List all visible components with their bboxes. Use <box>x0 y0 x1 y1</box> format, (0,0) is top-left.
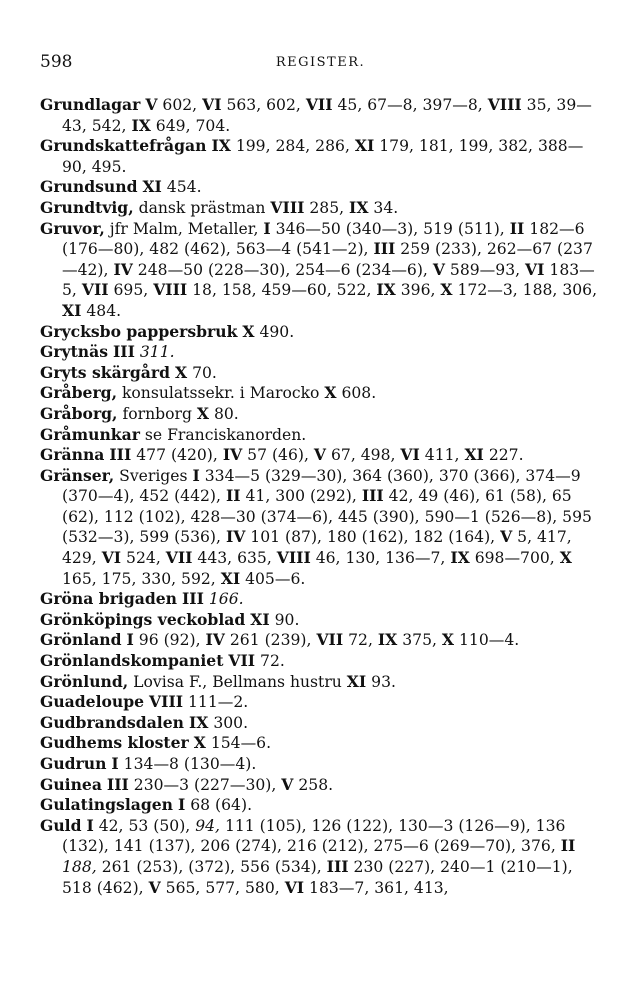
entry-text: 695, <box>108 281 154 300</box>
entry-text: 375, <box>397 631 442 650</box>
entry-term: Gråborg, <box>40 403 118 423</box>
entry-text: 111—2. <box>183 693 249 712</box>
index-entry <box>40 733 600 754</box>
entry-term: Grundtvig, <box>40 197 134 217</box>
entry-text: 41, 300 (292), <box>240 487 362 506</box>
volume-numeral: IX <box>188 712 209 732</box>
entry-term: Gudrun <box>40 754 107 773</box>
volume-numeral: VIII <box>153 280 188 300</box>
entry-text: 183—5, <box>62 260 595 300</box>
entry-term: Grycksbo pappersbruk <box>40 321 238 341</box>
volume-numeral: IX <box>450 548 470 568</box>
volume-numeral: VI <box>525 259 545 279</box>
entry-term: Gråmunkar <box>40 424 140 444</box>
entry-text: 230 (227), 240—1 (210—1), 518 (462), <box>62 857 578 897</box>
entry-term: Grundsund <box>40 177 138 197</box>
entry-text: 490. <box>254 322 295 341</box>
entry-text: 261 (253), (372), 556 (534), <box>96 857 327 876</box>
entry-term: Gråberg, <box>40 383 118 403</box>
entry-text: 34. <box>368 198 399 217</box>
volume-numeral: VIII <box>276 548 311 568</box>
entry-text: 42, 53 (50), <box>93 816 196 835</box>
entry-text: 68 (64). <box>185 796 253 815</box>
entry-text: Sveriges <box>114 466 193 485</box>
entry-text: 261 (239), <box>224 631 317 650</box>
entry-text: 443, 635, <box>192 549 277 568</box>
entry-text: 90. <box>269 610 300 629</box>
entry-term: Grönköpings veckoblad <box>40 609 246 629</box>
volume-numeral: X <box>196 403 209 423</box>
entry-term: Gudbrandsdalen <box>40 712 184 732</box>
entry-text: 259 (233), 262—67 (237—42), <box>62 240 593 279</box>
volume-numeral: IV <box>205 630 225 650</box>
entry-text: 18, 158, 459—60, 522, <box>187 281 377 300</box>
volume-numeral: I <box>111 754 119 773</box>
index-entry <box>40 445 600 466</box>
volume-numeral: I <box>192 465 200 485</box>
entry-text: 72, <box>343 631 378 650</box>
index-entry <box>40 198 600 219</box>
entry-text: 334—5 (329—30), 364 (360), 370 (366), 374—9 (370—4), 452 (442), <box>62 466 586 506</box>
volume-numeral: X <box>175 362 188 382</box>
index-entry <box>40 672 600 693</box>
entry-term: Gränna <box>40 445 105 465</box>
entry-text: 165, 175, 330, 592, <box>62 549 577 588</box>
entry-text: 484. <box>81 301 122 320</box>
volume-numeral: VII <box>81 280 109 300</box>
volume-numeral: III <box>361 486 384 506</box>
index-entry <box>40 136 600 177</box>
index-entry <box>40 383 600 404</box>
entry-term: Gryts skärgård <box>40 362 171 382</box>
index-entry <box>40 342 600 363</box>
page-number: 598 <box>40 52 73 72</box>
volume-numeral: I <box>126 630 134 650</box>
entry-term: Gruvor, <box>40 218 105 238</box>
running-title: REGISTER. <box>275 55 366 70</box>
entry-text: 45, 67—8, 397—8, <box>332 96 488 114</box>
volume-numeral: VII <box>165 548 193 568</box>
volume-numeral: II <box>225 486 241 506</box>
entry-text <box>575 837 580 855</box>
volume-numeral: II <box>560 836 576 856</box>
volume-numeral: III <box>182 589 204 609</box>
volume-numeral: VIII <box>487 95 522 114</box>
volume-numeral: VII <box>228 651 256 671</box>
entry-term: Grundskattefrågan <box>40 136 207 156</box>
volume-numeral: IX <box>377 630 398 650</box>
entry-text: 46, 130, 136—7, <box>310 549 451 568</box>
index-entry <box>40 692 600 713</box>
index-entry <box>40 795 600 816</box>
index-entry <box>40 425 600 446</box>
volume-numeral: X <box>242 321 255 341</box>
volume-numeral: VII <box>316 630 344 650</box>
entry-text: 154—6. <box>205 734 272 753</box>
volume-numeral: X <box>559 548 572 568</box>
volume-numeral: II <box>509 218 525 238</box>
entry-text: 227. <box>483 446 524 465</box>
entry-text: Lovisa F., Bellmans hustru <box>128 672 347 691</box>
entry-term: Grundlagar <box>40 95 141 114</box>
entry-text: 285, <box>304 198 350 217</box>
entry-term: Gränser, <box>40 465 115 485</box>
entry-term: Guadeloupe <box>40 692 145 712</box>
index-entry <box>40 363 600 384</box>
entry-text: 563, 602, <box>221 96 306 114</box>
entry-term: Guinea <box>40 774 102 794</box>
volume-numeral: VI <box>284 877 305 897</box>
volume-numeral: V <box>281 774 294 794</box>
entry-text: 183—7, 361, 413, <box>304 878 449 897</box>
volume-numeral: I <box>178 795 186 815</box>
entry-term: Grönlund, <box>40 671 129 691</box>
volume-numeral: I <box>263 218 271 238</box>
volume-numeral: V <box>313 445 327 465</box>
volume-numeral: V <box>500 527 513 547</box>
entry-text: 608. <box>336 384 377 403</box>
index-entries <box>40 95 603 898</box>
volume-numeral: IX <box>376 280 396 300</box>
italic-page-ref: 166. <box>208 590 244 609</box>
italic-page-ref: 311. <box>139 343 175 362</box>
entry-text: 93. <box>366 672 396 691</box>
entry-term: Grytnäs <box>40 342 109 362</box>
volume-numeral: IV <box>222 445 243 465</box>
volume-numeral: XI <box>250 609 270 629</box>
volume-numeral: X <box>441 630 455 650</box>
volume-numeral: VI <box>400 445 420 465</box>
volume-numeral: V <box>145 95 158 114</box>
entry-text: jfr Malm, Metaller, <box>104 219 264 238</box>
entry-text: konsulatssekr. i Marocko <box>117 384 325 403</box>
volume-numeral: III <box>373 239 396 259</box>
entry-text: 179, 181, 199, 382, 388—90, 495. <box>62 137 584 176</box>
volume-numeral: VI <box>202 95 222 114</box>
entry-text: 405—6. <box>240 569 306 588</box>
volume-numeral: III <box>326 856 349 876</box>
volume-numeral: IX <box>349 197 369 217</box>
index-entry <box>40 95 600 136</box>
volume-numeral: X <box>440 280 453 300</box>
index-entry <box>40 404 600 425</box>
volume-numeral: IV <box>113 259 133 279</box>
volume-numeral: VII <box>305 95 333 114</box>
italic-page-ref: 94, <box>195 816 220 835</box>
volume-numeral: X <box>324 383 337 403</box>
entry-text: se Franciskanorden. <box>139 425 307 444</box>
entry-text: 182—6 (176—80), 482 (462), 563—4 (541—2), <box>62 219 590 259</box>
entry-text: 698—700, <box>469 549 560 568</box>
volume-numeral: VIII <box>149 692 184 712</box>
volume-numeral: V <box>432 259 445 279</box>
entry-text: 42, 49 (46), 61 (58), 65 (62), 112 (102), 428—30 (374—6), 445 (390), 590—1 (526—8), 595 (532—3), 599 (536), <box>62 487 597 547</box>
entry-text: 110—4. <box>454 631 520 650</box>
entry-term: Gudhems kloster <box>40 733 189 753</box>
volume-numeral: VI <box>101 548 122 568</box>
volume-numeral: VIII <box>270 197 305 217</box>
volume-numeral: XI <box>354 136 375 156</box>
entry-text: 300. <box>208 713 249 732</box>
entry-text: 80. <box>209 404 239 423</box>
index-entry <box>40 322 600 343</box>
volume-numeral: V <box>148 877 161 897</box>
entry-text: 134—8 (130—4). <box>118 755 257 773</box>
entry-text: 565, 577, 580, <box>160 878 285 897</box>
page-header <box>40 52 601 78</box>
entry-text: 524, <box>121 549 166 568</box>
index-entry <box>40 610 600 631</box>
volume-numeral: XI <box>220 568 241 588</box>
entry-term: Gröna brigaden <box>40 589 178 609</box>
entry-text: 602, <box>157 96 203 114</box>
entry-text: 199, 284, 286, <box>230 137 355 156</box>
entry-text: 411, <box>419 446 465 465</box>
volume-numeral: XI <box>346 671 367 691</box>
entry-text: 96 (92), <box>133 631 206 650</box>
index-entry <box>40 651 600 672</box>
entry-term: Guld <box>40 815 82 835</box>
index-entry <box>40 754 600 775</box>
entry-text: dansk prästman <box>133 198 271 217</box>
entry-text: 396, <box>395 281 441 300</box>
index-entry <box>40 466 600 590</box>
volume-numeral: XI <box>142 177 162 197</box>
entry-text: 5, 417, 429, <box>62 528 577 568</box>
volume-numeral: III <box>113 342 135 362</box>
entry-text: 258. <box>293 775 334 794</box>
index-entry <box>40 713 600 734</box>
volume-numeral: X <box>193 733 206 753</box>
entry-term: Gulatingslagen <box>40 795 174 815</box>
entry-text: 589—93, <box>444 260 526 279</box>
index-entry <box>40 775 600 796</box>
entry-text: 111 (105), 126 (122), 130—3 (126—9), 136 (132), 141 (137), 206 (274), 216 (212), 275—6 (269—70), 376, <box>62 816 571 856</box>
entry-text: 57 (46), <box>242 446 314 465</box>
volume-numeral: XI <box>62 300 82 320</box>
entry-text: fornborg <box>117 404 197 423</box>
volume-numeral: III <box>106 774 129 794</box>
entry-text: 67, 498, <box>326 446 401 465</box>
volume-numeral: XI <box>464 445 484 465</box>
volume-numeral: I <box>86 815 94 835</box>
volume-numeral: III <box>109 445 132 465</box>
index-entry <box>40 816 600 898</box>
index-entry <box>40 218 603 322</box>
index-entry <box>40 177 600 198</box>
entry-text: 248—50 (228—30), 254—6 (234—6), <box>132 260 433 279</box>
entry-text: 172—3, 188, 306, <box>452 281 603 300</box>
entry-text: 230—3 (227—30), <box>128 775 282 794</box>
volume-numeral: IX <box>211 136 231 156</box>
index-entry <box>40 630 600 651</box>
italic-page-ref: 188, <box>62 857 97 876</box>
entry-text: 649, 704. <box>150 116 231 135</box>
entry-text: 35, 39—43, 542, <box>62 96 592 135</box>
entry-text: 454. <box>161 178 202 197</box>
volume-numeral: IX <box>131 115 151 135</box>
entry-text: 72. <box>255 652 285 671</box>
entry-term: Grönland <box>40 630 122 650</box>
entry-text: 346—50 (340—3), 519 (511), <box>270 219 510 238</box>
entry-text: 101 (87), 180 (162), 182 (164), <box>245 528 501 547</box>
entry-text: 477 (420), <box>131 446 223 465</box>
volume-numeral: IV <box>225 527 246 547</box>
entry-text: 70. <box>187 363 217 382</box>
index-entry <box>40 589 600 610</box>
entry-term: Grönlandskompaniet <box>40 651 224 671</box>
